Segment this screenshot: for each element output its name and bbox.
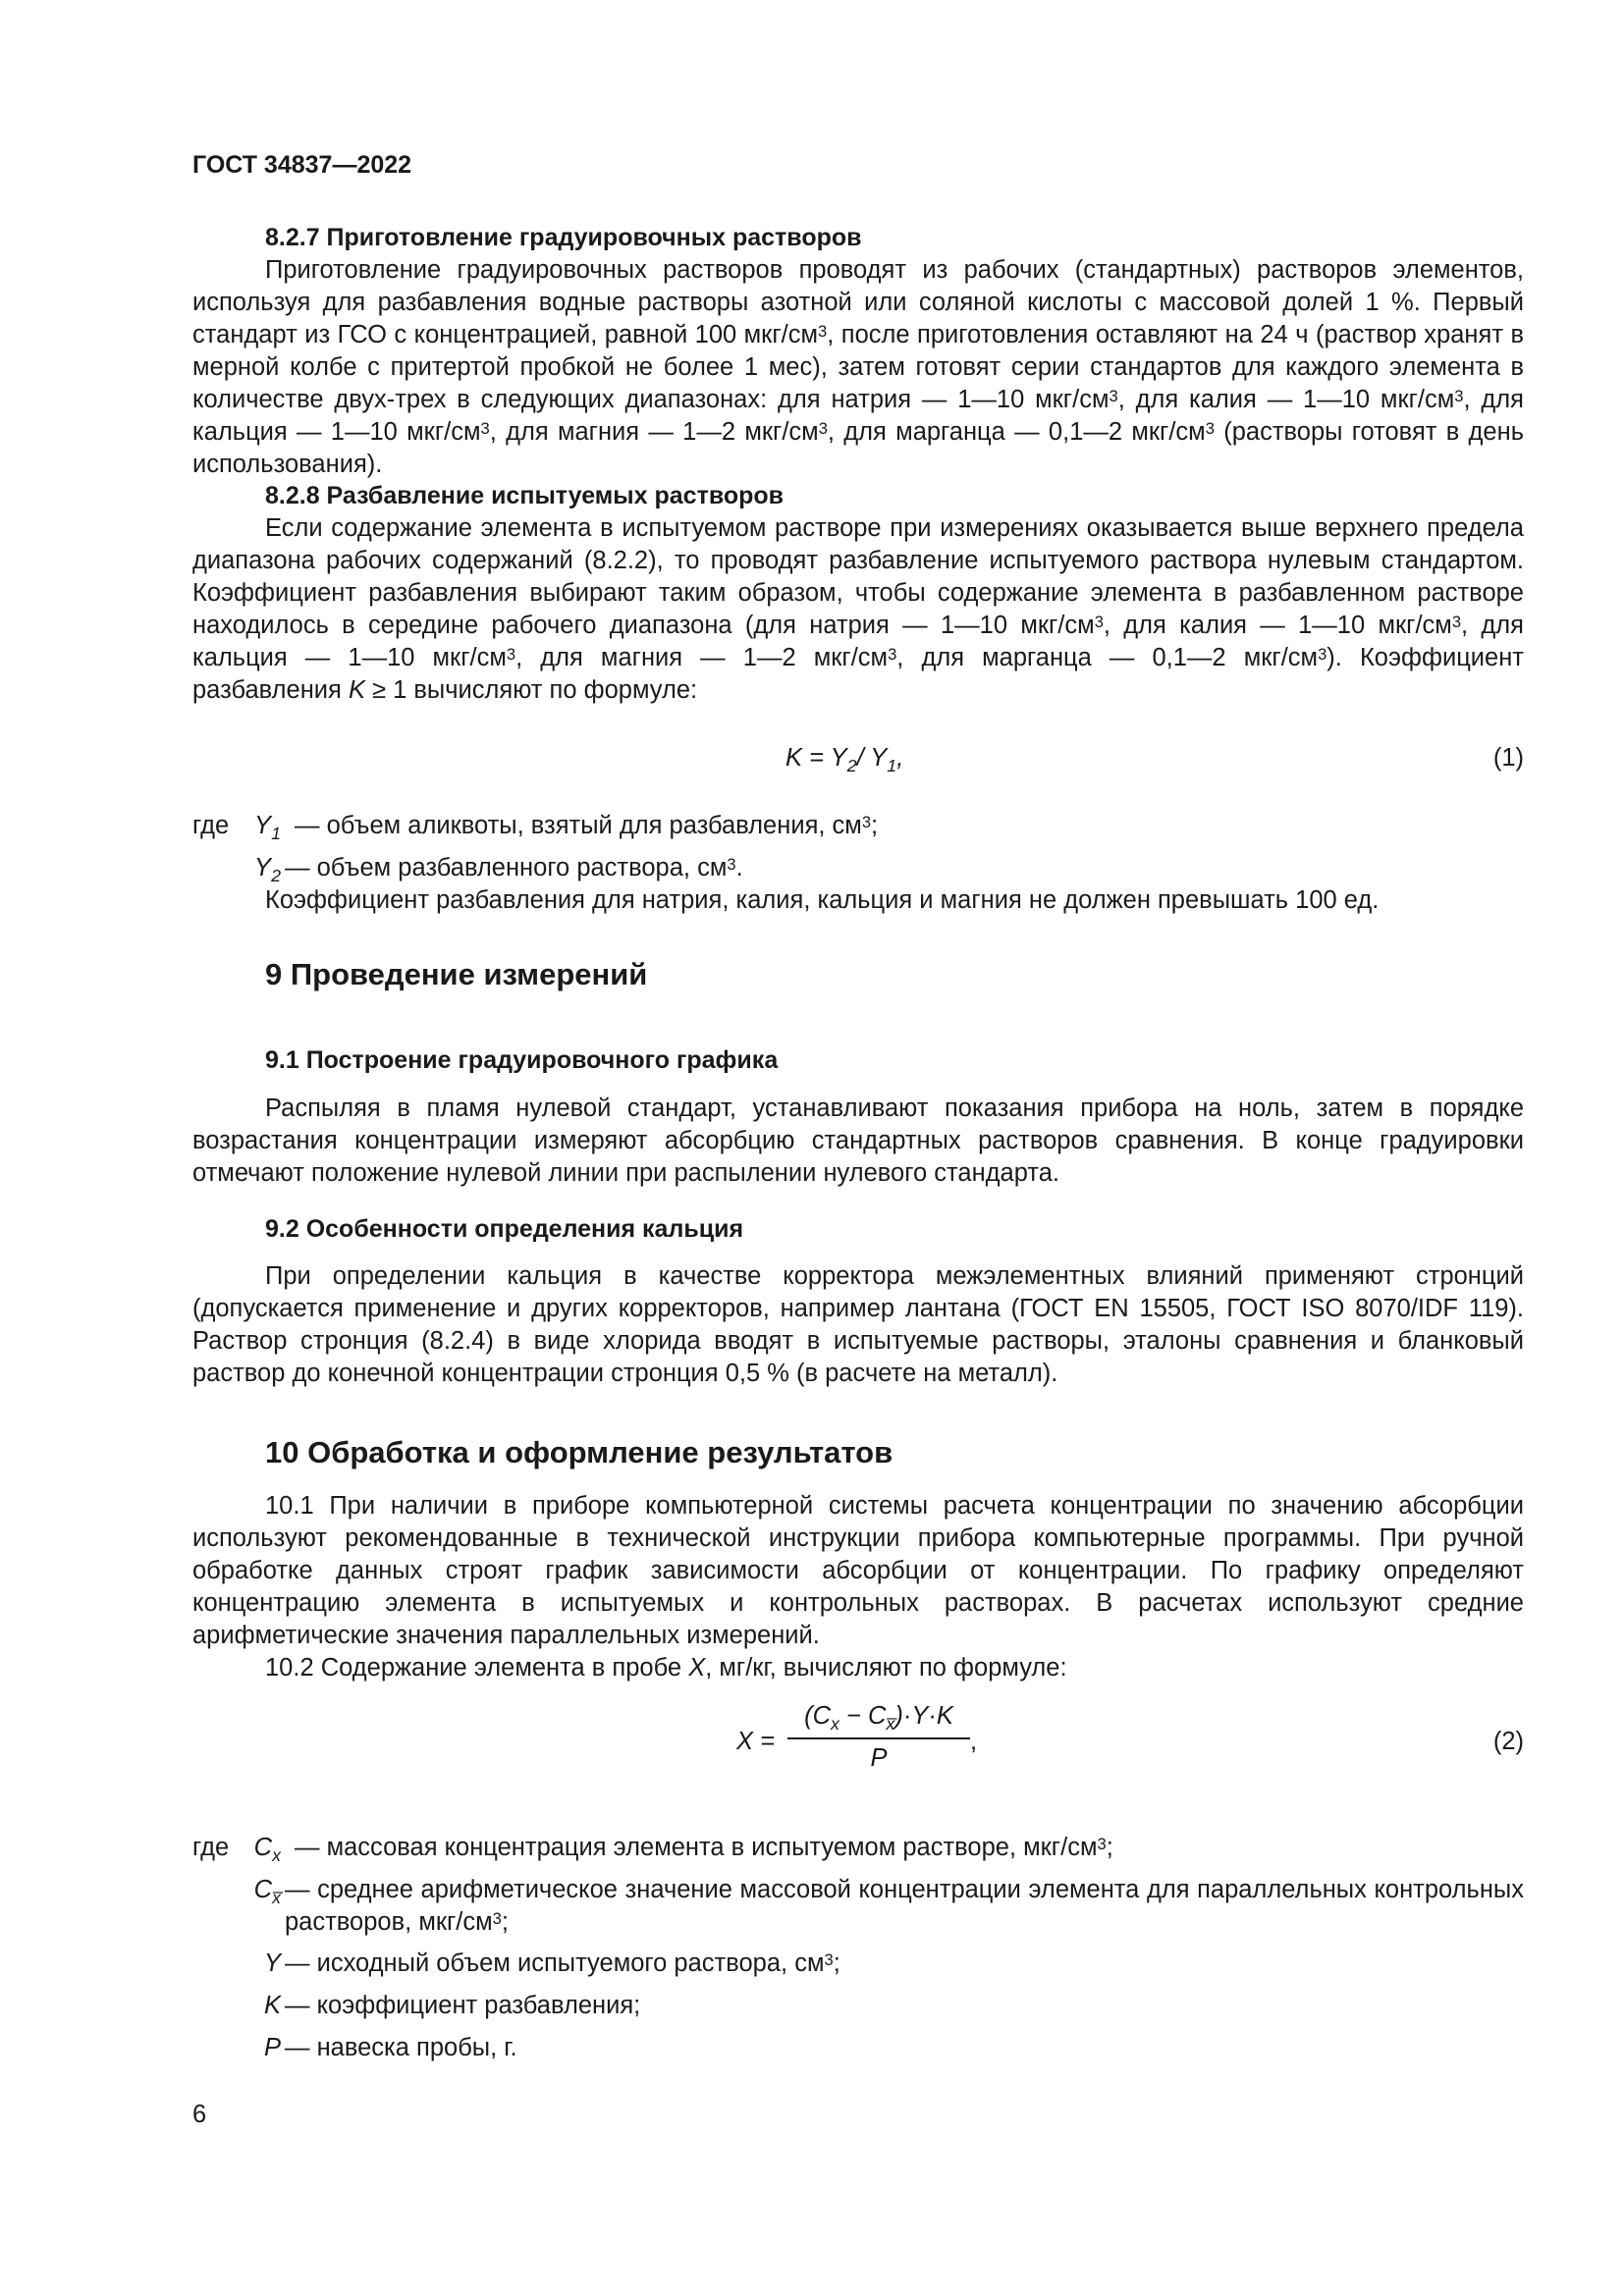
formula-2-lhs: X = xyxy=(736,1728,775,1755)
legend-y-symbol: Y xyxy=(263,1949,281,1977)
section-9-1-paragraph: Распыляя в пламя нулевой стандарт, устанавливают показания прибора на ноль, затем в порядке возрастания концентрации измеряют абсорбцию стандартных растворов сравнения. В конце градуировки отмечают положение нулевой линии при распылении нулевого стандарта. xyxy=(192,1095,1524,1187)
formula-2-denominator: P xyxy=(870,1744,888,1772)
formula-1: $K = Y_2/$ $Y_1$, xyxy=(785,744,904,776)
legend-p-symbol: P xyxy=(263,2034,281,2061)
section-10-1-paragraph: 10.1 При наличии в приборе компьютерной системы расчета концентрации по значению абсорбции используют рекомендованные в технической инструкции прибора компьютерные программы. При ручной обработке данных строят график зависимости абсорбции от концентрации. По графику определяют концентрацию элемента в испытуемых и контрольных растворах. В расчетах используют средние арифметические значения параллельных измерений. xyxy=(192,1492,1524,1649)
equation-number-1: (1) xyxy=(1492,744,1524,772)
section-9-1-heading: 9.1 Построение градуировочного графика xyxy=(265,1046,779,1074)
legend-y1-symbol: $Y_1$ xyxy=(254,812,281,844)
legend-cx-symbol: $C_x$ xyxy=(253,1834,281,1866)
section-8-2-7-heading: 8.2.7 Приготовление градуировочных растворов xyxy=(265,224,862,251)
legend-cxm-symbol: $C_{x̅}$ xyxy=(253,1876,281,1908)
section-10-2-paragraph: 10.2 Содержание элемента в пробе X, мг/кг, вычисляют по формуле: xyxy=(265,1654,1067,1682)
legend-k-description: — коэффициент разбавления; xyxy=(285,1992,641,2019)
section-10-heading: 10 Обработка и оформление результатов xyxy=(265,1435,893,1469)
legend-cx-description: — массовая концентрация элемента в испытуемом растворе, мкг/$см^3$; xyxy=(295,1834,1113,1861)
legend-y2-symbol: $Y_2$ xyxy=(254,854,281,886)
formula-2-numerator: $(C_x - C_{x̅})\cdot Y\cdot K$ xyxy=(804,1702,953,1735)
section-9-2-paragraph: При определении кальция в качестве корректора межэлементных влияний применяют стронций (допускается применение и других корректоров, например лантана (ГОСТ EN 15505, ГОСТ ISO 8070/IDF 119). Раствор стронция (8.2.4) в виде хлорида вводят в испытуемые растворы, эталоны сравнения и бланковый раствор до конечной концентрации стронция 0,5 % (в расчете на металл). xyxy=(192,1262,1524,1387)
section-9-heading: 9 Проведение измерений xyxy=(265,957,648,991)
standard-header: ГОСТ 34837—2022 xyxy=(192,151,412,179)
legend-where-1: где xyxy=(192,812,230,839)
legend-k-symbol: K xyxy=(263,1992,281,2019)
legend-where-2: где xyxy=(192,1834,230,1861)
section-8-2-8-heading: 8.2.8 Разбавление испытуемых растворов xyxy=(265,482,785,509)
section-8-2-7-paragraph: Приготовление градуировочных растворов проводят из рабочих (стандартных) растворов элементов, используя для разбавления водные растворы азотной или соляной кислоты с массовой долей 1 %. Первый стандарт из ГСО с концентрацией, равной 100 мкг/$см^3$, после приготовления оставляют на 24 ч (раствор хранят в мерной колбе с притертой пробкой не более 1 мес), затем готовят серии стандартов для каждого элемента в количестве двух-трех в следующих диапазонах: для натрия — 1—10 мкг/$см^3$, для калия — 1—10 мкг/$см^3$, для кальция — 1—10 мкг/$см^3$, для магния — 1—2 мкг/$см^3$, для марганца — 0,1—2 мкг/$см^3$ (растворы готовят в день использования). xyxy=(192,256,1524,478)
legend-cxm-description: — среднее арифметическое значение массовой концентрации элемента для параллельных контрольных растворов, мкг/$см^3$; xyxy=(285,1876,1524,1936)
formula-2-comma: , xyxy=(970,1728,978,1755)
section-8-2-8-paragraph: Если содержание элемента в испытуемом растворе при измерениях оказывается выше верхнего предела диапазона рабочих содержаний (8.2.2), то проводят разбавление испытуемого раствора нулевым стандартом. Коэффициент разбавления выбирают таким образом, чтобы содержание элемента в разбавленном растворе находилось в середине рабочего диапазона (для натрия — 1—10 мкг/$см^3$, для калия — 1—10 мкг/$см^3$, для кальция — 1—10 мкг/$см^3$, для магния — 1—2 мкг/$см^3$, для марганца — 0,1—2 мкг/$см^3$). Коэффициент разбавления K ≥ 1 вычисляют по формуле: xyxy=(192,514,1524,704)
section-9-2-heading: 9.2 Особенности определения кальция xyxy=(265,1215,744,1243)
legend-y1-description: — объем аликвоты, взятый для разбавления, $см^3$; xyxy=(295,812,879,839)
legend-y2-description: — объем разбавленного раствора, $см^3$. xyxy=(285,854,743,881)
legend-y-description: — исходный объем испытуемого раствора, $см^3$; xyxy=(285,1949,840,1977)
equation-number-2: (2) xyxy=(1492,1728,1524,1755)
formula-2-fraction-line xyxy=(787,1737,970,1739)
dilution-note: Коэффициент разбавления для натрия, калия, кальция и магния не должен превышать 100 ед. xyxy=(265,886,1380,914)
legend-p-description: — навеска пробы, г. xyxy=(285,2034,517,2061)
page-number: 6 xyxy=(192,2101,207,2128)
